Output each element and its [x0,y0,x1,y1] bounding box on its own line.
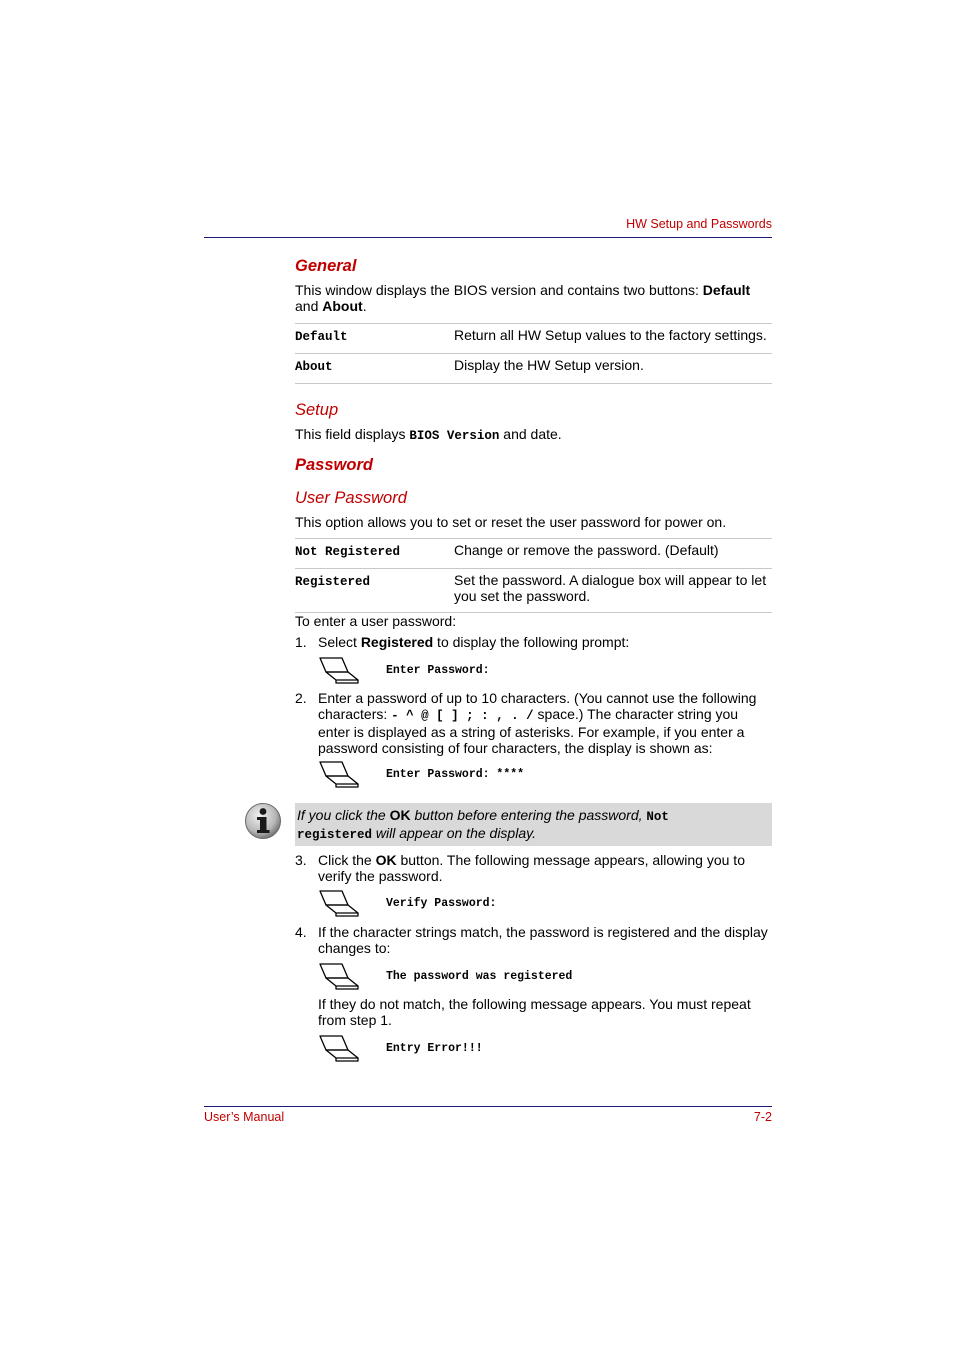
general-heading: General [295,257,357,275]
prompt-enter-password: Enter Password: [386,664,490,677]
password-key-not-registered: Not Registered [295,545,401,559]
table-row [295,539,772,569]
step-4-text: If the character strings match, the password is registered and the display changes to: [318,924,768,956]
header-rule [204,237,772,238]
step-3-number: 3. [295,852,307,868]
password-heading: Password [295,456,373,474]
password-table [295,538,772,613]
laptop-icon [318,889,360,919]
password-desc-registered: Set the password. A dialogue box will appear to let you set the password. [454,569,772,613]
step-2-text: Enter a password of up to 10 characters. (You cannot use the following characters: - ^ @ [ ] ; : , . / space.) The character string you enter is displayed as a string of asterisks. For example, if you enter a password consisting of four characters, the display is shown as: [318,690,757,756]
prompt-verify-password: Verify Password: [386,897,497,910]
password-desc-not-registered: Change or remove the password. (Default) [454,539,772,569]
user-password-heading: User Password [295,489,407,507]
general-desc-about: Display the HW Setup version. [454,354,772,384]
laptop-icon [318,656,360,686]
table-row [295,324,772,354]
step-1-number: 1. [295,634,307,650]
user-password-intro: This option allows you to set or reset the user password for power on. [295,514,727,530]
page-number: 7-2 [753,1110,772,1124]
step-4-number: 4. [295,924,307,940]
step-2-number: 2. [295,690,307,706]
general-intro: This window displays the BIOS version and contains two buttons: Default and About. [295,282,751,314]
password-key-registered: Registered [295,575,371,589]
setup-text: This field displays BIOS Version and date. [295,426,562,443]
mismatch-text: If they do not match, the following message appears. You must repeat from step 1. [318,996,751,1028]
step-1-text: Select Registered to display the following prompt: [318,634,630,650]
laptop-icon [318,962,360,992]
table-row [295,354,772,384]
running-header: HW Setup and Passwords [626,217,772,231]
general-table [295,323,772,384]
general-key-default: Default [295,330,348,344]
step-3-text: Click the OK button. The following message appears, allowing you to verify the password. [318,852,745,884]
note-text: If you click the OK button before entering the password, Not registered will appear on the display. [297,807,669,842]
laptop-icon [318,760,360,790]
prompt-entry-error: Entry Error!!! [386,1042,483,1055]
laptop-icon [318,1034,360,1064]
table-row [295,569,772,613]
info-icon [244,802,282,840]
prompt-password-registered: The password was registered [386,970,573,983]
setup-heading: Setup [295,401,339,419]
general-desc-default: Return all HW Setup values to the factory settings. [454,324,772,354]
prompt-enter-password-masked: Enter Password: **** [386,768,525,781]
footer-manual-title: User’s Manual [204,1110,285,1124]
to-enter-text: To enter a user password: [295,613,457,629]
general-key-about: About [295,360,333,374]
footer-rule [204,1106,772,1107]
